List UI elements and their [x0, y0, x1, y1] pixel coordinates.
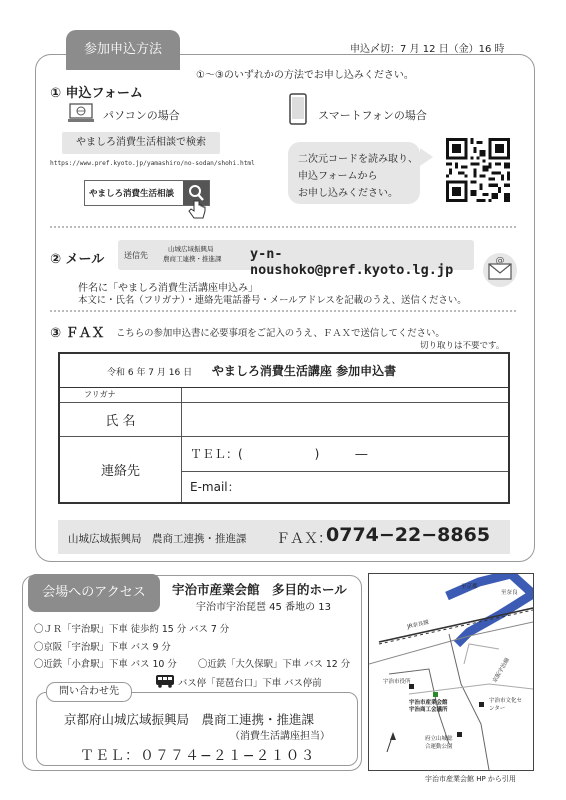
route-item: 〇近鉄「大久保駅」下車 バス 12 分 — [198, 659, 351, 670]
mail-note-body: 本文に・氏名（フリガナ）・連絡先電話番号・メールアドレスを記載のうえ、送信ください。 — [78, 295, 467, 306]
bus-stop-info: バス停「琵琶台口」下車 バス停前 — [178, 678, 322, 689]
send-to-org: 山城広域振興局 — [168, 245, 214, 253]
tel-field[interactable]: ＴＥＬ：( ) ― — [182, 436, 510, 471]
pc-label: パソコンの場合 — [103, 109, 180, 122]
qr-bubble-line: 二次元コードを読み取り、 — [298, 154, 418, 165]
fax-org: 山城広域振興局 農商工連携・推進課 — [68, 533, 247, 545]
route-item: 〇ＪＲ「宇治駅」下車 徒歩約 15 分 バス 7 分 — [34, 624, 230, 635]
form-section-title: ① 申込フォーム — [50, 86, 143, 101]
send-to-label: 送信先 — [124, 251, 148, 260]
deadline: 申込〆切：7 月 12 日（金）16 時 — [350, 44, 505, 55]
svg-text:@: @ — [495, 256, 505, 266]
fax-number-bar — [58, 520, 510, 554]
map-label-culture: 宇治市文化センター — [489, 698, 523, 712]
fax-label: ＦＡＸ： — [276, 531, 332, 547]
furigana-field[interactable] — [182, 387, 510, 402]
search-box-text: やましろ消費生活相談 — [89, 189, 175, 199]
email-address[interactable]: y-n-noushoko@pref.kyoto.lg.jp — [250, 246, 454, 278]
mail-section-title: ② メール — [50, 252, 105, 267]
map-label-city-hall: 宇治市役所 — [383, 679, 411, 685]
envelope-icon — [482, 252, 518, 292]
pointer-hand-icon — [188, 199, 208, 225]
qr-code[interactable] — [446, 138, 510, 202]
form-title: やましろ消費生活講座 参加申込書 — [211, 363, 397, 378]
venue-name: 宇治市産業会館 多目的ホール — [172, 582, 347, 597]
route-item: 〇京阪「宇治駅」下車 バス 9 分 — [34, 642, 171, 653]
venue-address: 宇治市宇治琵琶 45 番地の 13 — [196, 602, 331, 613]
map-label-kyoto: 至京都 — [461, 584, 478, 590]
bus-icon — [155, 673, 175, 692]
access-tab: 会場へのアクセス — [28, 574, 160, 612]
map-label-keihan: 京阪宇治線 — [492, 657, 512, 684]
fax-description: こちらの参加申込書に必要事項をご記入のうえ、ＦＡＸで送信してください。 — [116, 328, 445, 339]
divider — [50, 310, 516, 312]
map-label-venue: 宇治市産業会館 宇治商工会議所 — [409, 700, 448, 713]
divider — [50, 226, 516, 228]
send-to-org: 農商工連携・推進課 — [163, 255, 222, 263]
pc-icon — [68, 103, 94, 123]
qr-bubble — [288, 142, 420, 204]
fax-form — [58, 352, 510, 504]
fax-section-title: ③ ＦＡＸ — [50, 326, 105, 341]
furigana-label: フリガナ — [59, 387, 182, 402]
email-box — [118, 240, 474, 278]
map-credit: 宇治市産業会館 HP から引用 — [425, 775, 516, 783]
route-item: 〇近鉄「小倉駅」下車 バス 10 分 — [34, 659, 177, 670]
qr-bubble-tail — [420, 148, 433, 166]
mail-note-subject: 件名に「やましろ消費生活講座申込み」 — [78, 283, 258, 294]
fax-number[interactable]: 0774−22−8865 — [326, 524, 491, 546]
form-url[interactable]: https://www.pref.kyoto.jp/yamashiro/no-sodan/shohi.html — [50, 160, 255, 167]
qr-bubble-line: お申し込みください。 — [298, 188, 398, 199]
form-date: 令和 6 年 7 月 16 日 — [107, 367, 193, 378]
map-label-nara: 至奈良 — [501, 590, 518, 596]
intro-text: ①〜③のいずれかの方法でお申し込みください。 — [196, 70, 414, 81]
name-label: 氏 名 — [59, 402, 182, 436]
contact-org: 京都府山城広域振興局 農商工連携・推進課 — [64, 712, 315, 727]
access-map — [368, 573, 534, 771]
contact-tab: 問い合わせ先 — [46, 682, 132, 702]
cut-note: 切り取りは不要です。 — [420, 341, 505, 351]
contact-label: 連絡先 — [59, 436, 182, 503]
map-label-park: 府立山城総合運動公園 — [425, 736, 453, 750]
search-hint: やましろ消費生活相談で検索 — [62, 132, 220, 154]
apply-tab: 参加申込方法 — [66, 30, 180, 70]
smartphone-label: スマートフォンの場合 — [318, 109, 427, 122]
map-label-jr: JR奈良線 — [406, 619, 430, 631]
smartphone-icon — [289, 93, 307, 129]
contact-tel[interactable]: ＴＥＬ：０７７４−２１−２１０３ — [80, 748, 316, 764]
email-field[interactable]: E-mail： — [182, 471, 510, 503]
contact-sub: （消費生活講座担当） — [230, 731, 330, 742]
name-field[interactable] — [182, 402, 510, 436]
qr-bubble-line: 申込フォームから — [298, 171, 378, 182]
